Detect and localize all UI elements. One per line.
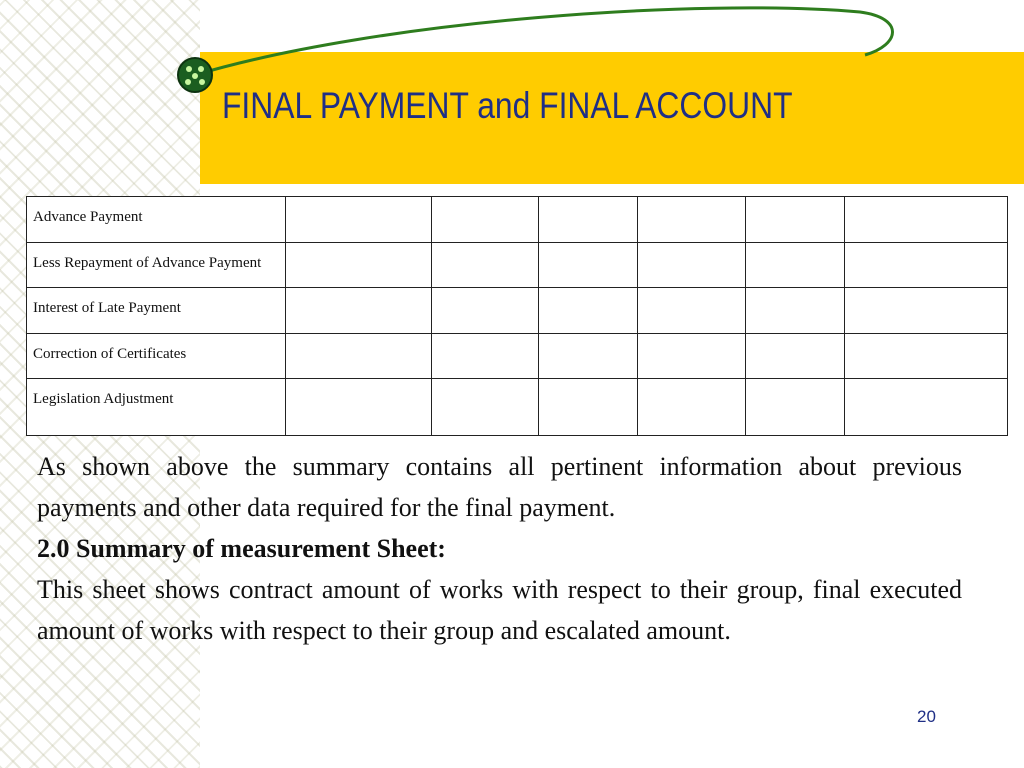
table-cell: [845, 333, 1008, 379]
table-row: [27, 197, 1008, 243]
table-cell: [746, 197, 845, 243]
table-cell: [432, 197, 539, 243]
table-cell: [638, 333, 746, 379]
section-heading: 2.0 Summary of measurement Sheet:: [37, 534, 446, 563]
table-cell: [539, 242, 638, 288]
table-cell: [746, 333, 845, 379]
table-cell: [845, 197, 1008, 243]
summary-paragraph: As shown above the summary contains all pertinent information about previous payments and other data required for the final payment.: [37, 452, 962, 522]
table-cell: [845, 379, 1008, 436]
table-row: [27, 379, 1008, 436]
summary-table: [26, 196, 1008, 436]
slide-title: FINAL PAYMENT and FINAL ACCOUNT: [222, 85, 793, 126]
table-cell: [845, 242, 1008, 288]
table-cell: [286, 197, 432, 243]
table-cell: [286, 288, 432, 334]
table-cell: [539, 288, 638, 334]
table-cell: [539, 333, 638, 379]
table-cell: [638, 197, 746, 243]
row-label: Legislation Adjustment: [27, 379, 286, 436]
row-label: Less Repayment of Advance Payment: [27, 242, 286, 288]
table-cell: [746, 379, 845, 436]
table-cell: [432, 333, 539, 379]
row-label: Correction of Certificates: [27, 333, 286, 379]
table-cell: [539, 197, 638, 243]
table-cell: [638, 288, 746, 334]
row-label: Interest of Late Payment: [27, 288, 286, 334]
table-cell: [746, 288, 845, 334]
table-cell: [286, 242, 432, 288]
table-cell: [539, 379, 638, 436]
measurement-paragraph: This sheet shows contract amount of works with respect to their group, final executed amount of works with respect to their group and escalated amount.: [37, 575, 962, 645]
row-label: Advance Payment: [27, 197, 286, 243]
page-number: 20: [917, 707, 936, 726]
table-cell: [286, 333, 432, 379]
table-cell: [638, 242, 746, 288]
table-cell: [432, 288, 539, 334]
table-cell: [845, 288, 1008, 334]
table-row: [27, 242, 1008, 288]
table-cell: [432, 242, 539, 288]
table-row: [27, 288, 1008, 334]
table-cell: [638, 379, 746, 436]
table-cell: [432, 379, 539, 436]
table-row: [27, 333, 1008, 379]
globe-icon: [178, 58, 212, 92]
table-cell: [286, 379, 432, 436]
body-text: [37, 446, 962, 651]
table-cell: [746, 242, 845, 288]
